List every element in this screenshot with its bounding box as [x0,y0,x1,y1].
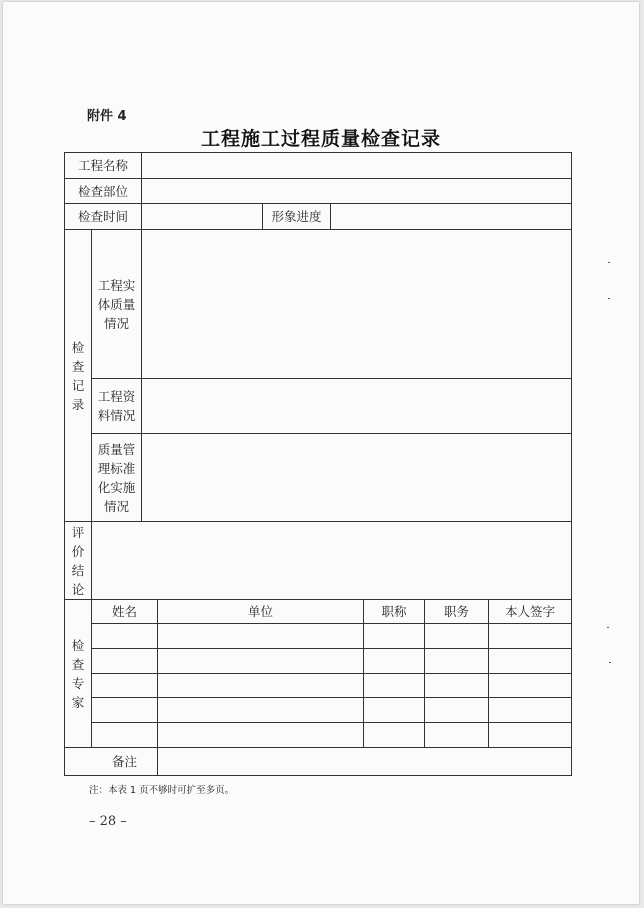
progress-label: 形象进度 [271,209,322,224]
column-header-title: 职称 [381,604,407,619]
col-divider [141,152,142,230]
column-header-unit: 单位 [247,604,273,619]
column-header-position: 职务 [443,604,469,619]
page-title: 工程施工过程质量检查记录 [200,128,441,150]
row-divider [91,697,572,698]
label-char: 检 [71,339,85,355]
label-char: 录 [71,396,85,412]
project-name-label: 工程名称 [77,158,128,173]
inspection-area-label: 检查部位 [77,183,128,199]
remarks-label: 备注 [111,754,137,769]
documents-label: 工程资 料情况 [97,389,136,423]
label-char: 查 [71,358,85,374]
row-divider [64,521,572,522]
inspection-time-label: 检查时间 [77,209,128,224]
scan-speck [607,627,609,628]
row-divider [91,673,572,674]
inspection-experts-label: 检 查 专 家 [71,637,85,710]
row-divider [91,378,572,379]
standardization-label: 质量管 理标准 化实施 情况 [97,441,136,514]
row-divider [91,722,572,723]
col-divider [157,599,158,776]
scan-speck [608,262,610,263]
entity-quality-label: 工程实 体质量 情况 [97,277,136,331]
scan-speck [609,662,611,663]
label-char: 记 [71,377,85,393]
table-border-bottom [64,775,572,776]
row-divider [91,648,572,649]
evaluation-label: 评 价 结 论 [71,524,85,597]
row-divider [91,623,572,624]
table-border-right [571,152,572,776]
col-divider [91,521,92,600]
row-divider [91,433,572,434]
column-header-name: 姓名 [111,604,137,619]
scan-speck [608,298,610,299]
column-header-signature: 本人签字 [504,604,555,619]
footnote: 注：本表 1 页不够时可扩至多页。 [89,785,235,796]
document-page [3,2,639,904]
attachment-label: 附件 4 [87,109,127,124]
col-divider [141,229,142,522]
inspection-record-label [65,230,91,521]
col-divider [330,203,331,230]
page-number: – 28 – [89,814,127,829]
